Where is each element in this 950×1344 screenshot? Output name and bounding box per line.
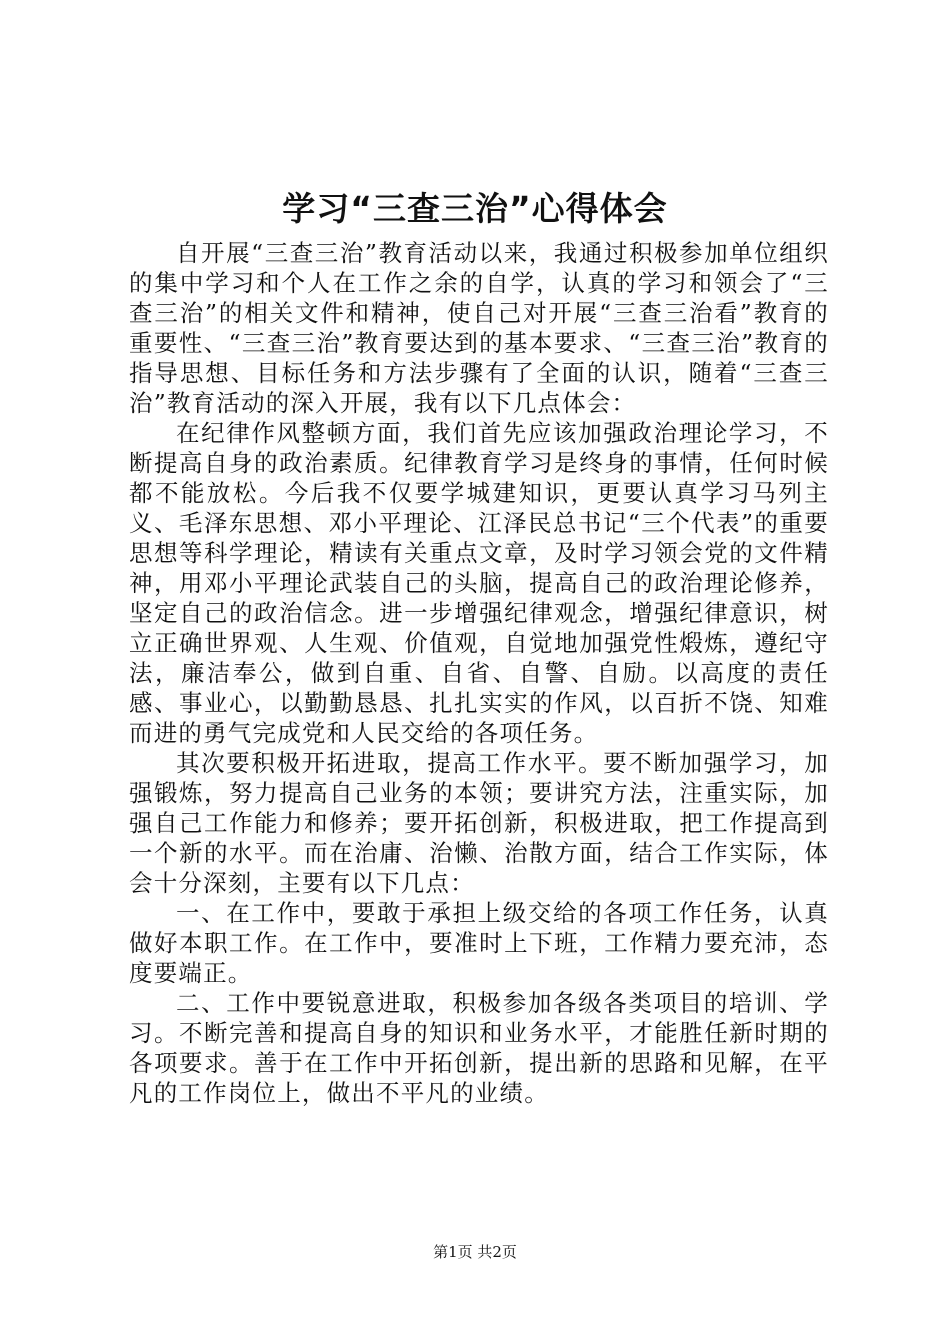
paragraph-point-two: 二、工作中要锐意进取，积极参加各级各类项目的培训、学习。不断完善和提高自身的知识和业务水平，才能胜任新时期的各项要求。善于在工作中开拓创新，提出新的思路和见解，在平凡的工作岗位上，做出不平凡的业绩。 bbox=[129, 989, 829, 1107]
document-title: 学习“三查三治”心得体会 bbox=[282, 189, 668, 228]
paragraph-intro: 自开展“三查三治”教育活动以来，我通过积极参加单位组织的集中学习和个人在工作之余的自学，认真的学习和领会了“三查三治”的相关文件和精神，使自己对开展“三查三治看”教育的重要性、“三查三治”教育要达到的基本要求、“三查三治”教育的指导思想、目标任务和方法步骤有了全面的认识，随着“三查三治”教育活动的深入开展，我有以下几点体会： bbox=[129, 239, 829, 417]
page-number: 第1页 共2页 bbox=[433, 1243, 517, 1261]
paragraph-progress: 其次要积极开拓进取，提高工作水平。要不断加强学习，加强锻炼，努力提高自己业务的本领；要讲究方法，注重实际，加强自己工作能力和修养；要开拓创新，积极进取，把工作提高到一个新的水平。而在治庸、治懒、治散方面，结合工作实际，体会十分深刻，主要有以下几点： bbox=[129, 749, 829, 897]
paragraph-discipline: 在纪律作风整顿方面，我们首先应该加强政治理论学习，不断提高自身的政治素质。纪律教育学习是终身的事情，任何时候都不能放松。今后我不仅要学城建知识，更要认真学习马列主义、毛泽东思想、邓小平理论、江泽民总书记“三个代表”的重要思想等科学理论，精读有关重点文章，及时学习领会党的文件精神，用邓小平理论武装自己的头脑，提高自己的政治理论修养，坚定自己的政治信念。进一步增强纪律观念，增强纪律意识，树立正确世界观、人生观、价值观，自觉地加强党性煅炼，遵纪守法，廉洁奉公，做到自重、自省、自警、自励。以高度的责任感、事业心，以勤勤恳恳、扎扎实实的作风，以百折不饶、知难而进的勇气完成党和人民交给的各项任务。 bbox=[129, 419, 829, 747]
document-body bbox=[129, 238, 829, 1108]
paragraph-point-one: 一、在工作中，要敢于承担上级交给的各项工作任务，认真做好本职工作。在工作中，要准时上下班，工作精力要充沛，态度要端正。 bbox=[129, 899, 829, 987]
